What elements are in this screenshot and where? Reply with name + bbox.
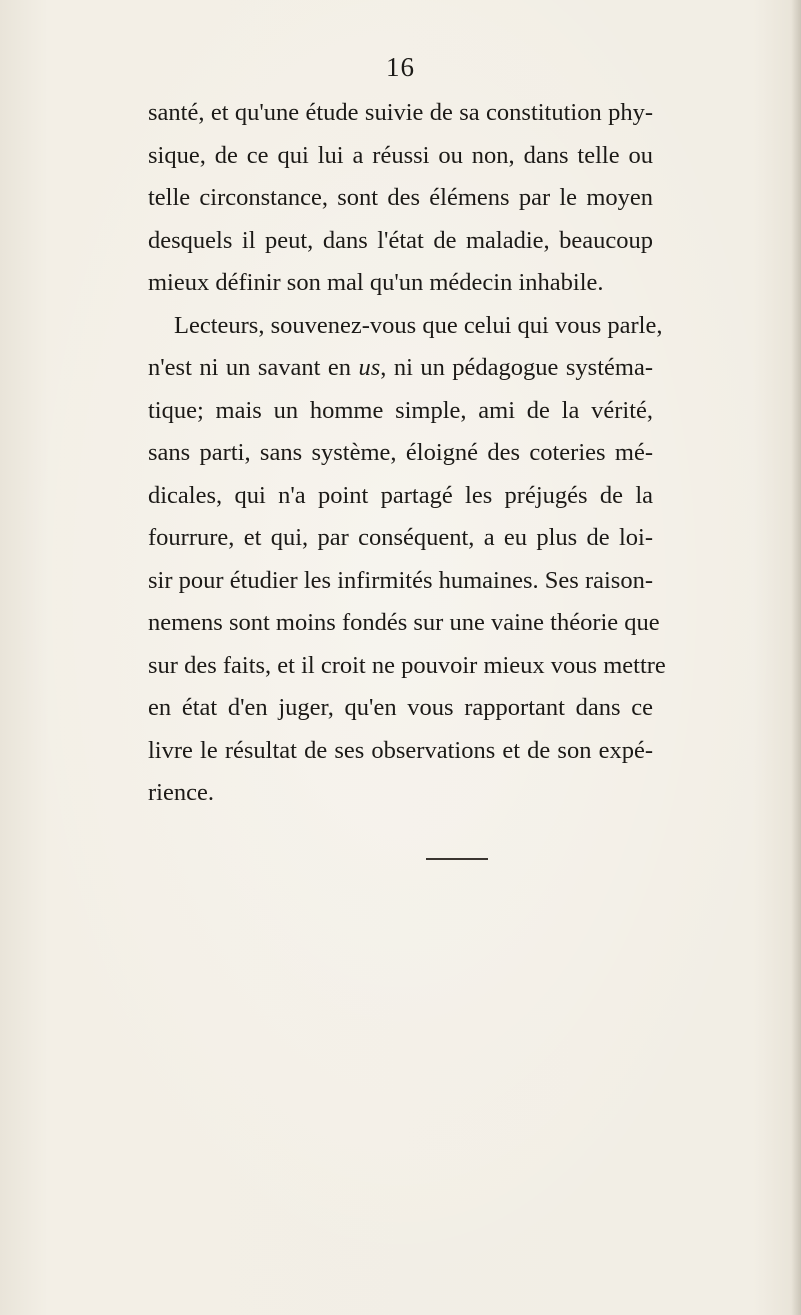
body-text bbox=[148, 92, 666, 815]
text-line: telle circonstance, sont des élémens par le moyen bbox=[148, 184, 653, 211]
paragraph-end-line: rience. bbox=[148, 779, 214, 806]
text-line: sans parti, sans système, éloigné des coteries mé- bbox=[148, 439, 653, 466]
text-line: dicales, qui n'a point partagé les préjugés de la bbox=[148, 481, 653, 509]
text-line: livre le résultat de ses observations et de son expé- bbox=[148, 736, 653, 764]
text-line: santé, et qu'une étude suivie de sa constitution phy- bbox=[148, 99, 653, 126]
text-line: desquels il peut, dans l'état de maladie, beaucoup bbox=[148, 226, 653, 254]
text-line: n'est ni un savant en us, ni un pédagogue systéma- bbox=[148, 354, 653, 381]
text-line: sur des faits, et il croit ne pouvoir mieux vous mettre bbox=[148, 651, 666, 679]
section-divider bbox=[426, 858, 488, 860]
paragraph-start-line: Lecteurs, souvenez-vous que celui qui vous parle, bbox=[174, 311, 663, 339]
text-line: sique, de ce qui lui a réussi ou non, dans telle ou bbox=[148, 141, 653, 169]
paragraph-end-line: mieux définir son mal qu'un médecin inhabile. bbox=[148, 269, 604, 296]
text-line: sir pour étudier les infirmités humaines. Ses raison- bbox=[148, 566, 653, 594]
text-line: nemens sont moins fondés sur une vaine théorie que bbox=[148, 609, 660, 636]
latin-word: us bbox=[358, 354, 381, 381]
page-number: 16 bbox=[386, 52, 415, 82]
page-edge-shadow bbox=[791, 0, 801, 1315]
text-line: en état d'en juger, qu'en vous rapportant dans ce bbox=[148, 694, 653, 721]
text-line: tique; mais un homme simple, ami de la vérité, bbox=[148, 396, 653, 424]
text-line: fourrure, et qui, par conséquent, a eu plus de loi- bbox=[148, 524, 653, 551]
